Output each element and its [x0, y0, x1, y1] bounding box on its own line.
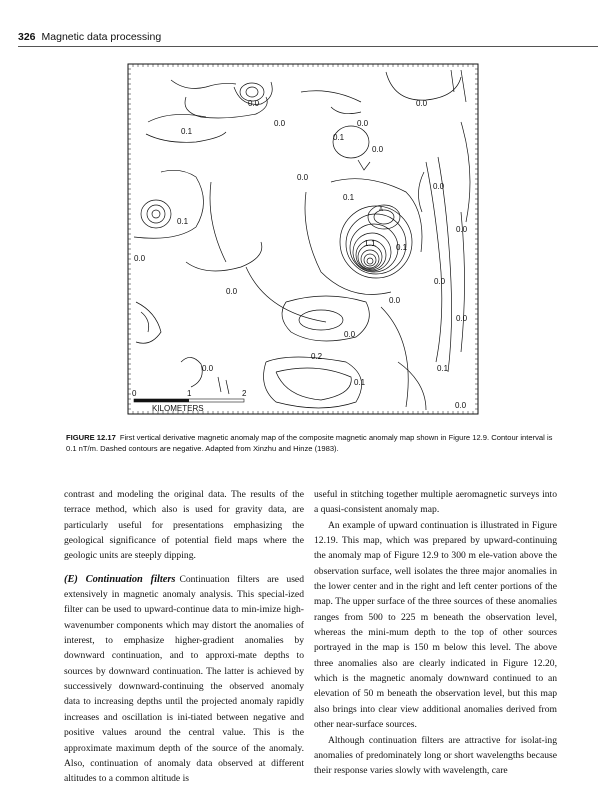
paragraph: useful in stitching together multiple aeromagnetic surveys into a quasi-consistent anomaly map. [314, 489, 557, 516]
caption-text: First vertical derivative magnetic anomaly map of the composite magnetic anomaly map shown in Figure 12.9. Contour interval is 0.1 nT/m. Dashed contours are negative. Adapted from Xinzhu and Hinze (1983). [66, 433, 553, 453]
contour-label: 0.1 [354, 378, 366, 387]
paragraph-text: Continuation filters are used extensively in magnetic anomaly analysis. This special-ized filter can be used to upward-continue data to min-imize high-wavenumber components which may distort the anomalies of interest, to emphasize higher-gradient anomalies by downward continuation, and to approxi-mate depths to sources by downward continuation. The latter is achieved by successively downward-continuing the observed anomaly data to increasing depths until the projected anomaly rapidly increases and oscillation is ini-tiated between negative and positive values around the central value. This is the approximate maximum depth of the source of the anomaly. Also, continuation of anomaly data observed at different altitudes to a common altitude is [64, 573, 304, 785]
contour-label: 0.1 [343, 193, 355, 202]
contour-labels [134, 99, 468, 410]
contour-label: 0.2 [311, 352, 323, 361]
contour-label: 0.0 [456, 314, 468, 323]
contour-line [398, 362, 426, 410]
contour-label: 0.1 [181, 127, 193, 136]
section-heading: (E) Continuation filters [64, 573, 176, 585]
contour-label: 0.0 [456, 225, 468, 234]
right-column [314, 487, 557, 779]
anomaly-marker: A [379, 207, 384, 213]
contour-line [381, 307, 408, 407]
contour-label: 0.0 [389, 296, 401, 305]
contour-label: 0.1 [333, 133, 345, 142]
contour-label: 0.0 [202, 364, 214, 373]
contour-label: 0.0 [344, 330, 356, 339]
contour-line [358, 160, 370, 170]
contour-label: 0.0 [248, 99, 260, 108]
contour-line [186, 242, 262, 271]
paragraph: Although continuation filters are attractive for isolat-ing anomalies of predominately long or short wavelengths because their response varies slowly with wavelength, care [314, 734, 557, 777]
contour-line [451, 70, 466, 102]
figure-caption [66, 432, 556, 454]
contour-label: 0.0 [297, 173, 309, 182]
running-head [18, 31, 598, 47]
contour-line [331, 107, 361, 114]
contour-line [418, 172, 424, 212]
contour-line [141, 312, 149, 332]
contour-label: 0.0 [357, 119, 369, 128]
contour-line [218, 377, 229, 394]
header-rule [18, 46, 598, 47]
contour-line [147, 205, 165, 223]
contour-line [386, 72, 461, 100]
scale-tick: 1 [187, 389, 192, 398]
contour-label: 0.1 [437, 364, 449, 373]
scale-bar [132, 389, 247, 413]
paragraph [64, 572, 304, 787]
contour-line [171, 80, 236, 88]
contour-line [301, 91, 361, 102]
contour-label: 0.0 [434, 277, 446, 286]
contour-label: 0.0 [274, 119, 286, 128]
contour-label: 0.0 [226, 287, 238, 296]
contour-label: 0.0 [433, 182, 445, 191]
contour-label: 0.1 [396, 243, 408, 252]
contour-line [264, 357, 362, 408]
central-anomaly [340, 205, 412, 278]
contour-label: 1.1 [364, 238, 376, 248]
contour-line [246, 267, 326, 322]
scale-unit: KILOMETERS [152, 404, 204, 413]
contour-label: 0.0 [455, 401, 467, 410]
contour-line [152, 210, 160, 218]
scale-tick: 2 [242, 389, 247, 398]
contour-line [333, 126, 369, 158]
contour-line [426, 162, 442, 362]
map-frame [128, 64, 478, 414]
caption-label: FIGURE 12.17 [66, 433, 116, 442]
contour-line [282, 296, 369, 341]
contour-line [246, 87, 258, 97]
contour-label: 0.0 [134, 254, 146, 263]
figure-12-17 [126, 62, 482, 423]
page-number: 326 [18, 31, 36, 43]
contour-line [134, 170, 204, 238]
contour-line [181, 357, 202, 387]
contour-line [299, 310, 343, 330]
contour-line [276, 368, 351, 400]
contour-label: 0.0 [416, 99, 428, 108]
running-title: Magnetic data processing [41, 31, 162, 43]
paragraph: An example of upward continuation is illustrated in Figure 12.19. This map, which was prepared by upward-continuing the anomaly map of Figure 12.9 to 300 m ele-vation above the observation surface, well isolates the three major anomalies in the lower center and in the right and left center portions of the map. The upper surface of the three sources of these anomalies ranges from 500 to 225 m beneath the observation level, whereas the mini-mum depth to the top of other sources portrayed in the map is 150 m below this level. The above three anomalies also are clearly indicated in Figure 12.20, which is the magnetic anomaly downward continued to an elevation of 50 m beneath the observation level, but this map also brings into clear view additional anomalies derived from other near-surface sources. [314, 519, 557, 731]
left-column [64, 487, 304, 787]
contour-label: 0.1 [177, 217, 189, 226]
paragraph: contrast and modeling the original data. The results of the terrace method, which also is used for gravity data, are particularly useful for presentations emphasizing the geological significance of potential field maps where the geologic units are steeply dipping. [64, 489, 304, 562]
contour-map [126, 62, 482, 418]
contour-line [141, 200, 171, 228]
contour-line [461, 122, 470, 222]
contour-line [210, 182, 226, 262]
contour-line [148, 114, 206, 122]
scale-tick: 0 [132, 389, 137, 398]
contour-label: 0.0 [372, 145, 384, 154]
